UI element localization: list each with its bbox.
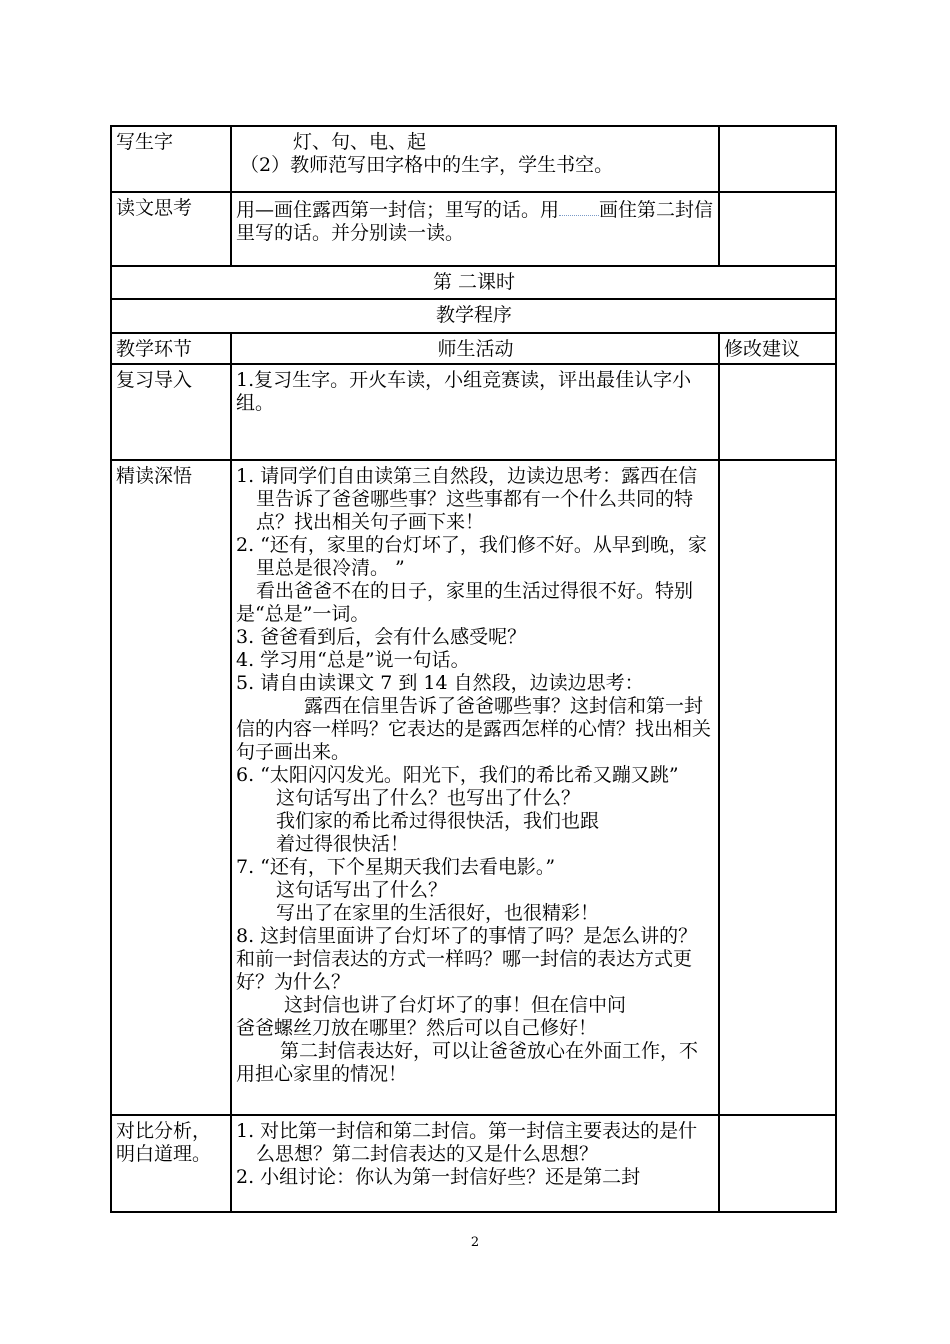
note-cell	[719, 1115, 836, 1212]
text-line: 4. 学习用“总是”说一句话。	[236, 649, 470, 671]
text-line: 着过得很快活！	[276, 833, 410, 855]
text-line: 灯、句、电、起	[293, 131, 427, 153]
activity-cell	[231, 192, 719, 266]
stage-cell: 写生字	[111, 126, 231, 192]
table-row	[111, 364, 836, 460]
text-line: 第二封信表达好，可以让爸爸放心在外面工作，不用担心家里的情况！	[236, 1040, 699, 1085]
activity-cell: 1.复习生字。开火车读，小组竞赛读，评出最佳认字小组。	[231, 364, 719, 460]
activity-cell	[231, 460, 719, 1115]
note-cell	[719, 460, 836, 1115]
text-line: （2）教师范写田字格中的生字，学生书空。	[240, 154, 614, 176]
note-cell	[719, 126, 836, 192]
section-title: 第 二课时	[111, 266, 836, 299]
text-line: 2. 小组讨论：你认为第一封信好些？还是第二封	[236, 1166, 641, 1188]
text-line: 7. “还有，下个星期天我们去看电影。”	[236, 856, 556, 878]
program-title: 教学程序	[111, 299, 836, 333]
wavy-underline-blank	[559, 197, 599, 216]
header-activity: 师生活动	[231, 333, 719, 364]
table-row	[111, 126, 836, 192]
text-line: 2. “还有，家里的台灯坏了，我们修不好。从早到晚，家里总是很冷清。 ”	[236, 534, 707, 579]
table-row	[111, 460, 836, 1115]
text-line: 这句话写出了什么？也写出了什么？	[276, 787, 581, 809]
text-line: 3. 爸爸看到后，会有什么感受呢？	[236, 626, 527, 648]
table-row	[111, 266, 836, 299]
text-line: 8. 这封信里面讲了台灯坏了的事情了吗？是怎么讲的？和前一封信表达的方式一样吗？哪一封信的表达方式更好？为什么？	[236, 925, 698, 993]
text-line: 画住第二封信里写的话。并分别读一读。	[236, 199, 714, 244]
header-note: 修改建议	[719, 333, 836, 364]
text-line: 这封信也讲了台灯坏了的事！但在信中问	[284, 994, 627, 1016]
text-line: 看出爸爸不在的日子，家里的生活过得很不好。特别是“总是”一词。	[236, 580, 694, 625]
page-number: 2	[470, 1235, 480, 1250]
header-row	[111, 333, 836, 364]
header-stage: 教学环节	[111, 333, 231, 364]
stage-cell: 对比分析，明白道理。	[111, 1115, 231, 1212]
stage-cell: 精读深悟	[111, 460, 231, 1115]
activity-cell	[231, 126, 719, 192]
table-row	[111, 299, 836, 333]
text-line: 写出了在家里的生活很好，也很精彩！	[276, 902, 600, 924]
note-cell	[719, 192, 836, 266]
table-row	[111, 192, 836, 266]
text-line: 这句话写出了什么？	[276, 879, 448, 901]
text-line: 用—画住露西第一封信；里写的话。用	[236, 199, 560, 221]
lesson-plan-table	[110, 125, 837, 1213]
activity-cell	[231, 1115, 719, 1212]
note-cell	[719, 364, 836, 460]
text-line: 我们家的希比希过得很快活，我们也跟	[276, 810, 600, 832]
text-line: 爸爸螺丝刀放在哪里？然后可以自己修好！	[236, 1017, 598, 1039]
text-line: 露西在信里告诉了爸爸哪些事？这封信和第一封信的内容一样吗？它表达的是露西怎样的心情？找出相关句子画出来。	[236, 695, 712, 763]
text-line: 1. 请同学们自由读第三自然段，边读边思考：露西在信里告诉了爸爸哪些事？这些事都有一个什么共同的特点？找出相关句子画下来！	[236, 465, 698, 533]
stage-cell: 读文思考	[111, 192, 231, 266]
table-row	[111, 1115, 836, 1212]
text-line: 5. 请自由读课文 7 到 14 自然段，边读边思考：	[236, 672, 644, 694]
text-line: 1. 对比第一封信和第二封信。第一封信主要表达的是什么思想？第二封信表达的又是什么思想？	[236, 1120, 698, 1165]
text-line: 6. “太阳闪闪发光。阳光下，我们的希比希又蹦又跳”	[236, 764, 679, 786]
stage-cell: 复习导入	[111, 364, 231, 460]
